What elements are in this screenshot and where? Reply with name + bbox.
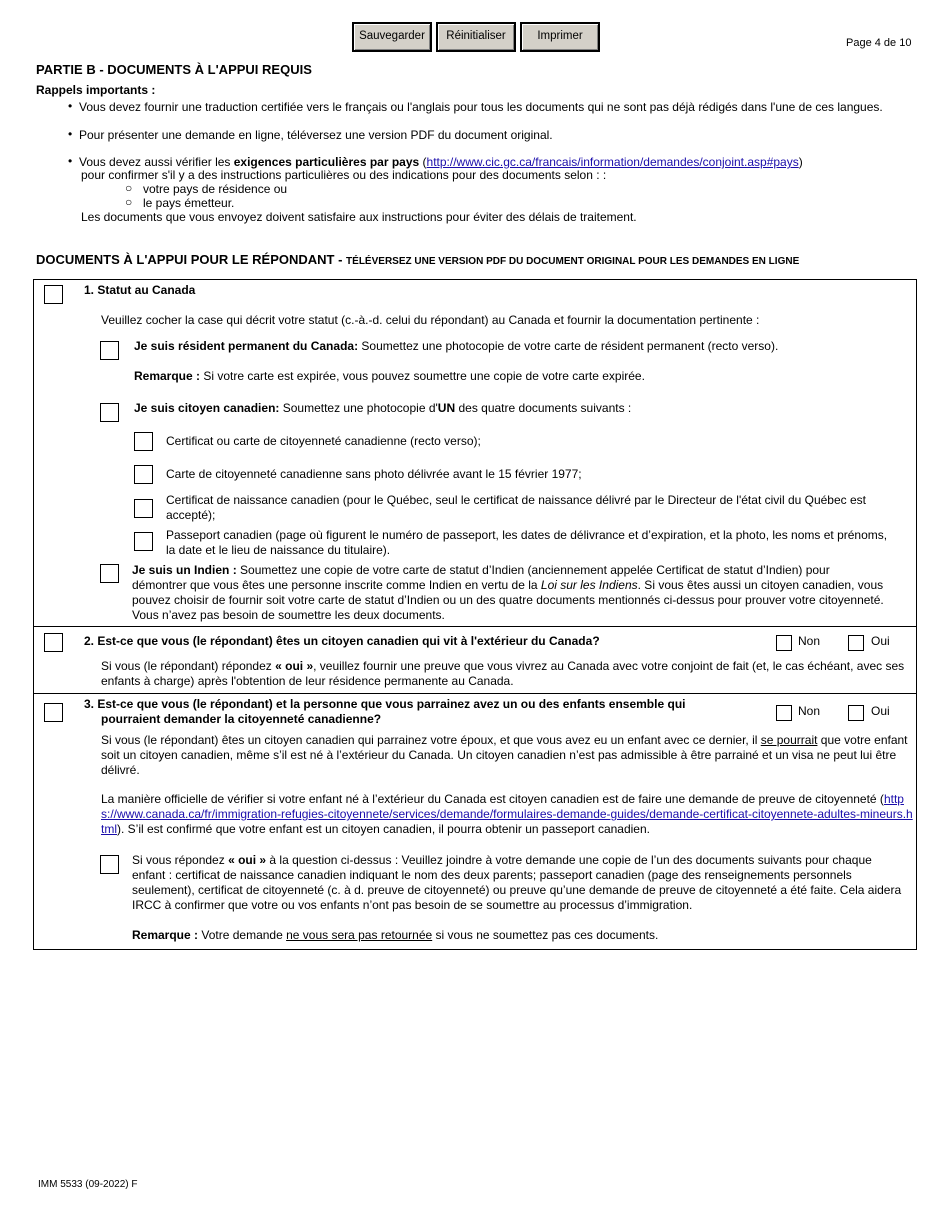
doc-citizenship-card: Carte de citoyenneté canadienne sans photo délivrée avant le 15 février 1977; [166, 467, 582, 481]
reminder-closing: Les documents que vous envoyez doivent satisfaire aux instructions pour éviter des délais de traitement. [81, 210, 637, 224]
item3-title-line2: pourraient demander la citoyenneté canadienne? [101, 712, 382, 726]
citizenship-proof-link[interactable]: https://www.canada.ca/fr/immigration-refugies-citoyennete/services/demande/formulaires-demande-guides/demande-certificat-citoyennete-adultes-mineurs.html [101, 792, 913, 836]
item3-note: Remarque : Votre demande ne vous sera pas retournée si vous ne soumettez pas ces documents. [132, 928, 659, 942]
indian-status-text: Je suis un Indien : Soumettez une copie de votre carte de statut d’Indien (anciennement appelée Certificat de statut d’Indien) pour démontrer que vous êtes une personne inscrite comme Indien en vertu de la Loi sur les Indiens. Si vous êtes aussi un citoyen canadien, vous pouvez choisir de fournir soit votre carte de statut d’Indien ou un des quatre documents mentionnés ci-dessus pour prouver votre citoyenneté. Vous n’avez pas besoin de soumettre les deux documents. [132, 563, 884, 622]
reminder-line2: pour confirmer s'il y a des instructions particulières ou des indications pour des documents selon : : [81, 168, 607, 182]
reminder-online: Pour présenter une demande en ligne, téléversez une version PDF du document original. [79, 128, 553, 142]
print-button[interactable]: Imprimer [520, 22, 600, 52]
row-divider [33, 693, 917, 694]
item2-yes-checkbox[interactable] [848, 635, 864, 651]
item2-yes-label: Oui [871, 634, 890, 648]
item3-yes-label: Oui [871, 704, 890, 718]
children-documents-checkbox[interactable] [100, 855, 119, 874]
reminder-country-requirements: Vous devez aussi vérifier les exigences particulières par pays (http://www.cic.gc.ca/francais/information/demandes/conjoint.asp#pays) [79, 155, 803, 169]
item2-checkbox[interactable] [44, 633, 63, 652]
reminder-translation: Vous devez fournir une traduction certifiée vers le français ou l'anglais pour tous les documents qui ne sont pas déjà rédigés dans l'une de ces langues. [79, 100, 883, 114]
bullet-icon: • [68, 154, 73, 168]
citizen-checkbox[interactable] [100, 403, 119, 422]
item3-title: 3. Est-ce que vous (le répondant) et la personne que vous parrainez avez un ou des enfants ensemble qui [84, 697, 686, 711]
save-button[interactable]: Sauvegarder [352, 22, 432, 52]
bullet-icon: • [68, 99, 73, 113]
item3-paragraph1: Si vous (le répondant) êtes un citoyen canadien qui parrainez votre époux, et que vous avez eu un enfant avec ce dernier, il se pourrait que votre enfant soit un citoyen canadien, même s’il est né à l’extérieur du Canada. Un citoyen canadien n’est pas admissible à être parrainé et un visa ne peut lui être délivré. [101, 733, 908, 777]
citizenship-card-checkbox[interactable] [134, 465, 153, 484]
part-title: PARTIE B - DOCUMENTS À L'APPUI REQUIS [36, 62, 312, 77]
item3-paragraph3: Si vous répondez « oui » à la question ci-dessus : Veuillez joindre à votre demande une copie de l’un des documents suivants pour chaque enfant : certificat de naissance canadien indiquant le nom des deux parents; passeport canadien (page des renseignements personnels seulement), certificat de citoyenneté (c. à d. preuve de citoyenneté) ou preuve qu’une demande de preuve de citoyenneté a été faite. Cela aidera IRCC à confirmer que votre ou vos enfants n’ont pas besoin de se soumettre au processus d’immigration. [132, 853, 902, 912]
doc-passport: Passeport canadien (page où figurent le numéro de passeport, les dates de délivrance et d’expiration, et la photo, les noms et prénoms, la date et le lieu de naissance du titulaire). [166, 528, 888, 557]
doc-citizenship-certificate: Certificat ou carte de citoyenneté canadienne (recto verso); [166, 434, 481, 448]
item3-paragraph2: La manière officielle de vérifier si votre enfant né à l’extérieur du Canada est citoyen canadien est de faire une demande de preuve de citoyenneté (https://www.canada.ca/fr/immigration-refugies-citoyennete/services/demande/formulaires-demande-guides/demande-certificat-citoyennete-adultes-mineurs.html). S’il est confirmé que votre enfant est un citoyen canadien, il pourra obtenir un passeport canadien. [101, 792, 913, 836]
reminders-heading: Rappels importants : [36, 83, 156, 97]
bullet-icon: • [68, 127, 73, 141]
doc-birth-certificate: Certificat de naissance canadien (pour le Québec, seul le certificat de naissance délivré par le Directeur de l'état civil du Québec est accepté); [166, 493, 866, 522]
permanent-resident-note: Remarque : Si votre carte est expirée, vous pouvez soumettre une copie de votre carte expirée. [134, 369, 645, 383]
item2-title: 2. Est-ce que vous (le répondant) êtes un citoyen canadien qui vit à l'extérieur du Canada? [84, 634, 600, 648]
circle-bullet-icon: ○ [125, 181, 133, 195]
item3-no-label: Non [798, 704, 821, 718]
section-title: DOCUMENTS À L'APPUI POUR LE RÉPONDANT - TÉLÉVERSEZ UNE VERSION PDF DU DOCUMENT ORIGINAL POUR LES DEMANDES EN LIGNE [36, 252, 800, 267]
citizen-text: Je suis citoyen canadien: Soumettez une photocopie d'UN des quatre documents suivants : [134, 401, 632, 415]
item1-checkbox[interactable] [44, 285, 63, 304]
form-code: IMM 5533 (09-2022) F [38, 1179, 138, 1190]
circle-bullet-icon: ○ [125, 195, 133, 209]
page-number: Page 4 de 10 [846, 37, 912, 49]
passport-checkbox[interactable] [134, 532, 153, 551]
permanent-resident-checkbox[interactable] [100, 341, 119, 360]
birth-certificate-checkbox[interactable] [134, 499, 153, 518]
sub-item-issuer: le pays émetteur. [143, 196, 235, 210]
item3-checkbox[interactable] [44, 703, 63, 722]
sub-item-residence: votre pays de résidence ou [143, 182, 288, 196]
citizenship-certificate-checkbox[interactable] [134, 432, 153, 451]
country-requirements-link[interactable]: http://www.cic.gc.ca/francais/information/demandes/conjoint.asp#pays [426, 155, 799, 169]
item2-no-label: Non [798, 634, 821, 648]
item2-description: Si vous (le répondant) répondez « oui », veuillez fournir une preuve que vous vivrez au Canada avec votre conjoint de fait (et, le cas échéant, avec ses enfants à charge) après l'obtention de leur résidence permanente au Canada. [101, 659, 905, 688]
item2-no-checkbox[interactable] [776, 635, 792, 651]
reset-button[interactable]: Réinitialiser [436, 22, 516, 52]
item3-yes-checkbox[interactable] [848, 705, 864, 721]
indian-status-checkbox[interactable] [100, 564, 119, 583]
item1-intro: Veuillez cocher la case qui décrit votre statut (c.-à.-d. celui du répondant) au Canada et fournir la documentation pertinente : [101, 313, 760, 327]
item1-title: 1. Statut au Canada [84, 283, 196, 297]
permanent-resident-text: Je suis résident permanent du Canada: Soumettez une photocopie de votre carte de résident permanent (recto verso). [134, 339, 779, 353]
row-divider [33, 626, 917, 627]
item3-no-checkbox[interactable] [776, 705, 792, 721]
